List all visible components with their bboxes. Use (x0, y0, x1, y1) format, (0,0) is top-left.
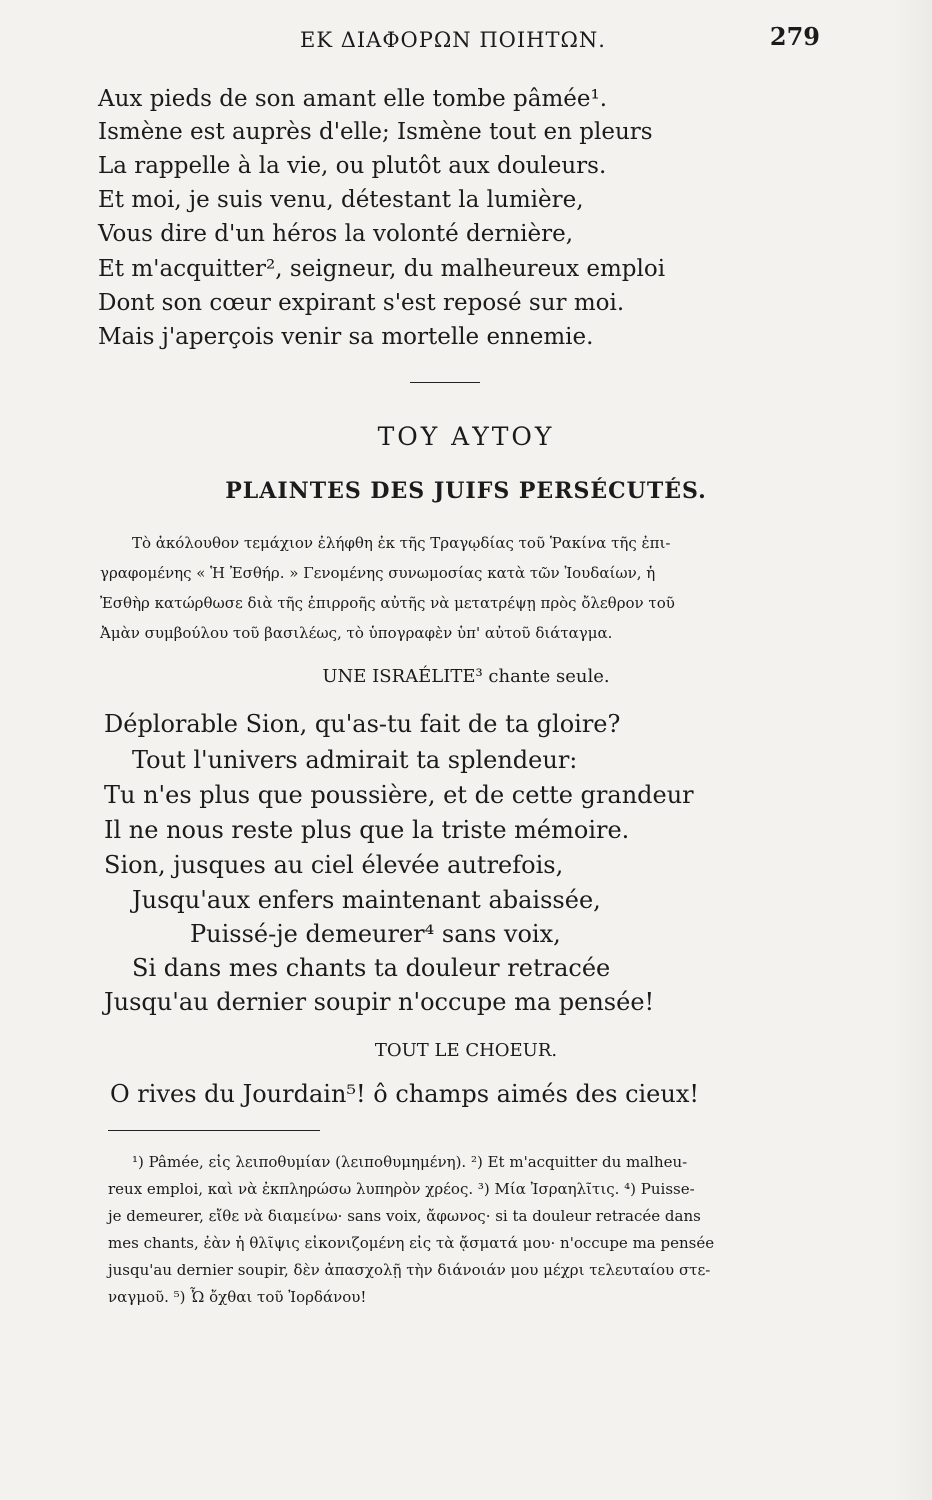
poem-title: PLAINTES DES JUIFS PERSÉCUTÉS. (225, 478, 707, 504)
verse-line: Mais j'aperçois venir sa mortelle ennemie. (98, 324, 594, 350)
verse-line: La rappelle à la vie, ou plutôt aux douleurs. (98, 153, 607, 179)
verse-line: Aux pieds de son amant elle tombe pâmée¹. (98, 86, 608, 112)
verse-line: Il ne nous reste plus que la triste mémoire. (104, 816, 630, 844)
intro-line: Τὸ ἀκόλουθον τεμάχιον ἐλήφθη ἐκ τῆς Τραγῳδίας τοῦ Ῥακίνα τῆς ἐπι- (132, 534, 671, 552)
verse-line: Et moi, je suis venu, détestant la lumière, (98, 187, 584, 213)
greek-title: ΤΟΥ ΑΥΤΟΥ (377, 422, 555, 451)
section-divider (410, 382, 480, 383)
footnote-line: je demeurer, εἴθε νὰ διαμείνω· sans voix, ἄφωνος· si ta douleur retracée dans (108, 1207, 701, 1225)
verse-line: Si dans mes chants ta douleur retracée (132, 954, 611, 982)
footnote-rule (108, 1130, 320, 1131)
page-number: 279 (769, 22, 820, 51)
intro-line: Ἐσθὴρ κατώρθωσε διὰ τῆς ἐπιρροῆς αὐτῆς νὰ μετατρέψῃ πρὸς ὄλεθρον τοῦ (100, 594, 675, 612)
running-head: ΕΚ ΔΙΑΦΟΡΩΝ ΠΟΙΗΤΩΝ. (300, 28, 606, 52)
verse-line: Vous dire d'un héros la volonté dernière, (98, 221, 574, 247)
verse-line: Dont son cœur expirant s'est reposé sur moi. (98, 290, 625, 316)
verse-line: Puissé-je demeurer⁴ sans voix, (190, 920, 561, 948)
footnote-line: jusqu'au dernier soupir, δὲν ἀπασχολῇ τὴν διάνοιάν μου μέχρι τελευταίου στε- (108, 1261, 711, 1279)
verse-line: Jusqu'aux enfers maintenant abaissée, (132, 886, 601, 914)
footnote-line: mes chants, ἐὰν ἡ θλῖψις εἰκονιζομένη εἰς τὰ ᾄσματά μου· n'occupe ma pensée (108, 1234, 715, 1252)
page-edge-shadow (892, 0, 932, 1500)
verse-line: Tout l'univers admirait ta splendeur: (132, 746, 578, 774)
intro-line: γραφομένης « Ἡ Ἐσθήρ. » Γενομένης συνωμοσίας κατὰ τῶν Ἰουδαίων, ἡ (100, 564, 656, 582)
footnote-line: ναγμοῦ. ⁵) Ὦ ὄχθαι τοῦ Ἰορδάνου! (108, 1288, 367, 1306)
intro-line: Ἀμὰν συμβούλου τοῦ βασιλέως, τὸ ὑπογραφὲν ὑπ' αὐτοῦ διάταγμα. (100, 624, 613, 642)
footnote-line: ¹) Pâmée, εἰς λειποθυμίαν (λειποθυμημένη). ²) Et m'acquitter du malheu- (132, 1153, 688, 1171)
verse-line: Jusqu'au dernier soupir n'occupe ma pensée! (104, 988, 655, 1016)
verse-line: Tu n'es plus que poussière, et de cette grandeur (104, 781, 694, 809)
footnote-line: reux emploi, καὶ νὰ ἐκπληρώσω λυπηρὸν χρέος. ³) Μία Ἰσραηλῖτις. ⁴) Puisse- (108, 1180, 695, 1198)
speaker-heading: TOUT LE CHOEUR. (374, 1040, 558, 1061)
verse-line: O rives du Jourdain⁵! ô champs aimés des cieux! (110, 1080, 700, 1108)
verse-line: Déplorable Sion, qu'as-tu fait de ta gloire? (104, 710, 621, 738)
speaker-heading: UNE ISRAÉLITE³ chante seule. (322, 666, 610, 687)
verse-line: Et m'acquitter², seigneur, du malheureux emploi (98, 256, 666, 282)
verse-line: Ismène est auprès d'elle; Ismène tout en pleurs (98, 119, 653, 145)
verse-line: Sion, jusques au ciel élevée autrefois, (104, 851, 564, 879)
